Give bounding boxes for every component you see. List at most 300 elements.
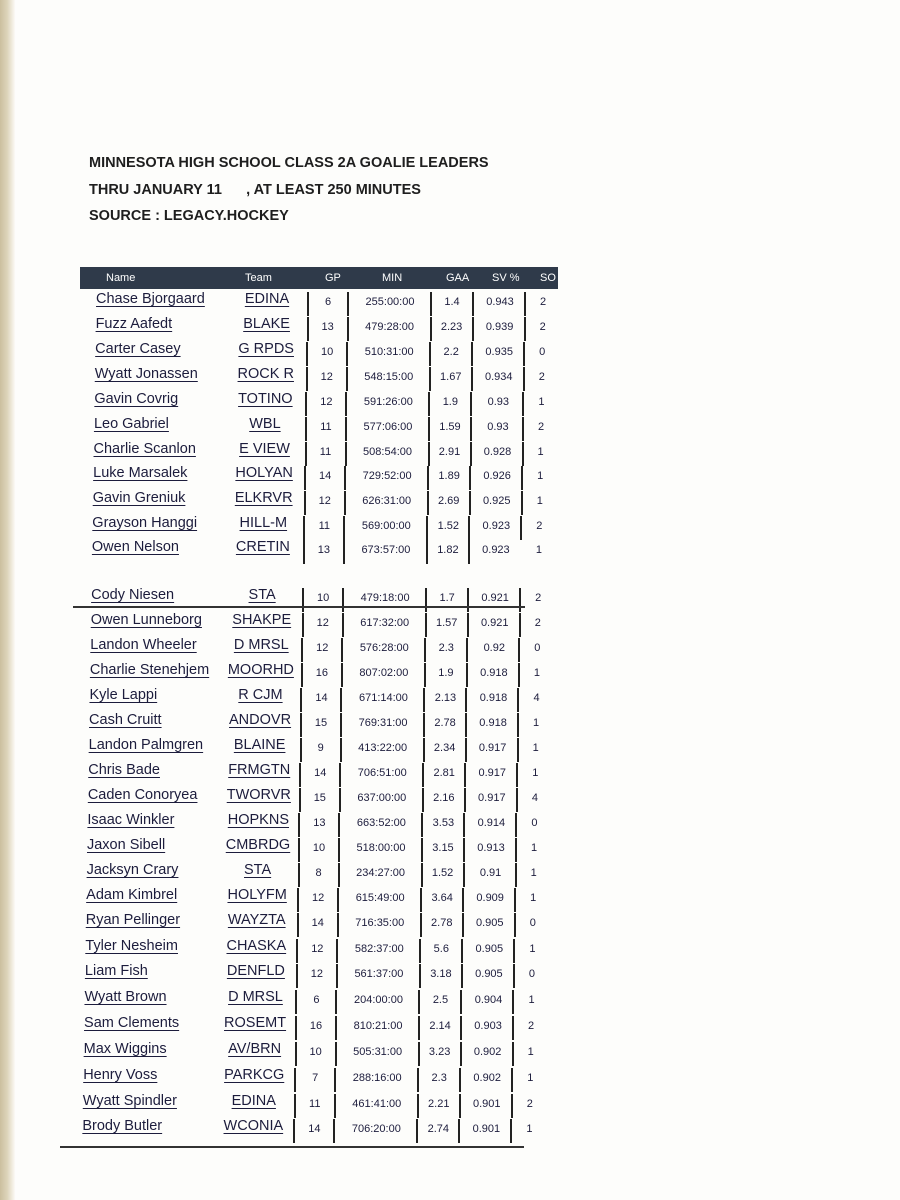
- cell-divider: [430, 317, 432, 341]
- cell-divider: [522, 417, 524, 441]
- goalie-name: Jacksyn Crary: [86, 862, 179, 878]
- goalie-name: Grayson Hanggi: [92, 515, 198, 531]
- cell-divider: [460, 1042, 462, 1066]
- cell-divider: [461, 964, 463, 988]
- goalie-name: Sam Clements: [84, 1015, 180, 1031]
- cell-divider: [300, 713, 302, 737]
- goals-against-average: 2.2: [443, 346, 459, 358]
- goals-against-average: 2.14: [429, 1020, 451, 1032]
- shutouts: 1: [530, 867, 537, 879]
- games-played: 9: [317, 742, 324, 754]
- games-played: 11: [320, 421, 332, 433]
- cell-divider: [426, 540, 428, 564]
- save-percentage: 0.935: [485, 346, 513, 358]
- games-played: 14: [308, 1123, 321, 1135]
- table-row: [78, 887, 548, 912]
- cell-divider: [428, 392, 430, 416]
- shutouts: 1: [528, 994, 535, 1006]
- cell-divider: [294, 1068, 296, 1092]
- games-played: 12: [312, 892, 325, 904]
- goals-against-average: 2.34: [433, 742, 456, 754]
- save-percentage: 0.905: [475, 917, 504, 929]
- minutes-played: 810:21:00: [353, 1020, 403, 1032]
- table-row: [75, 1093, 545, 1118]
- cell-divider: [304, 466, 306, 490]
- goalie-name: Wyatt Jonassen: [94, 366, 198, 382]
- shutouts: 1: [526, 1123, 533, 1135]
- cell-divider: [423, 713, 425, 737]
- cell-divider: [343, 516, 345, 540]
- cell-divider: [429, 342, 431, 366]
- cell-divider: [342, 613, 344, 637]
- goals-against-average: 2.74: [427, 1123, 450, 1135]
- cell-divider: [472, 317, 474, 341]
- goals-against-average: 1.7: [439, 592, 455, 604]
- cell-divider: [422, 763, 424, 787]
- save-percentage: 0.902: [473, 1046, 502, 1058]
- team-abbr: ROSEMT: [224, 1015, 287, 1031]
- minutes-played: 706:20:00: [351, 1123, 401, 1135]
- team-abbr: TOTINO: [238, 391, 293, 407]
- goals-against-average: 1.52: [431, 867, 454, 879]
- save-percentage: 0.921: [481, 592, 509, 604]
- team-abbr: BLAINE: [233, 737, 286, 753]
- cell-divider: [511, 1094, 513, 1118]
- goalie-name: Carter Casey: [95, 341, 181, 357]
- cell-divider: [423, 738, 425, 762]
- cell-divider: [419, 964, 421, 988]
- cell-divider: [470, 392, 472, 416]
- cell-divider: [512, 1042, 514, 1066]
- cell-divider: [462, 888, 464, 912]
- team-abbr: ANDOVR: [229, 712, 292, 728]
- minutes-played: 706:51:00: [357, 767, 407, 779]
- team-abbr: EDINA: [244, 291, 290, 307]
- goals-against-average: 1.9: [438, 667, 454, 679]
- team-abbr: WAYZTA: [227, 912, 286, 928]
- shutouts: 0: [539, 346, 546, 358]
- cell-divider: [461, 939, 463, 963]
- save-percentage: 0.901: [473, 1098, 501, 1110]
- minutes-played: 479:28:00: [365, 321, 415, 333]
- minutes-played: 671:14:00: [358, 692, 408, 704]
- table-row: [87, 366, 557, 391]
- cell-divider: [459, 1068, 461, 1092]
- save-percentage: 0.918: [480, 667, 508, 679]
- shutouts: 1: [527, 1046, 534, 1058]
- goals-against-average: 5.6: [433, 943, 449, 955]
- cell-divider: [515, 838, 517, 862]
- minutes-played: 591:26:00: [363, 396, 413, 408]
- cell-divider: [464, 763, 466, 787]
- cell-divider: [459, 1094, 461, 1118]
- minutes-played: 288:16:00: [352, 1072, 402, 1084]
- cell-divider: [345, 392, 347, 416]
- cell-divider: [335, 990, 337, 1014]
- save-percentage: 0.939: [485, 321, 514, 333]
- table-row: [87, 341, 557, 366]
- cell-divider: [460, 1016, 462, 1040]
- team-abbr: R CJM: [238, 687, 283, 703]
- table-row: [77, 938, 547, 963]
- minutes-played: 461:41:00: [352, 1098, 402, 1110]
- cell-divider: [465, 688, 467, 712]
- cell-divider: [424, 638, 426, 662]
- goalie-name: Ryan Pellinger: [85, 912, 181, 928]
- cell-divider: [468, 540, 470, 564]
- shutouts: 2: [528, 1020, 535, 1032]
- cell-divider: [422, 788, 424, 812]
- cell-divider: [296, 964, 298, 988]
- games-played: 7: [312, 1072, 319, 1084]
- cell-divider: [460, 990, 462, 1014]
- cell-divider: [463, 863, 465, 887]
- section-divider: [73, 606, 525, 608]
- cell-divider: [338, 863, 340, 887]
- table-row: [75, 1067, 545, 1092]
- team-abbr: HILL-M: [239, 515, 288, 531]
- col-header-name: Name: [106, 272, 136, 284]
- col-header-team: Team: [245, 272, 272, 284]
- cell-divider: [463, 838, 465, 862]
- cell-divider: [426, 516, 428, 540]
- shutouts: 2: [540, 296, 547, 308]
- goals-against-average: 2.13: [434, 692, 457, 704]
- goalie-name: Gavin Covrig: [94, 391, 179, 407]
- cell-divider: [345, 417, 347, 441]
- goals-against-average: 1.52: [437, 520, 459, 532]
- minutes-played: 479:18:00: [360, 592, 410, 604]
- minutes-played: 663:52:00: [356, 817, 406, 829]
- goals-against-average: 2.69: [437, 495, 460, 507]
- cell-divider: [421, 838, 423, 862]
- goalie-name: Tyler Nesheim: [85, 938, 178, 954]
- cell-divider: [512, 1016, 514, 1040]
- table-row: [77, 963, 547, 988]
- shutouts: 1: [533, 717, 540, 729]
- goals-against-average: 2.16: [433, 792, 455, 804]
- cell-divider: [423, 688, 425, 712]
- goals-against-average: 2.3: [438, 642, 454, 654]
- cell-divider: [519, 588, 521, 612]
- cell-divider: [341, 638, 343, 662]
- goalie-name: Cash Cruitt: [89, 712, 162, 728]
- save-percentage: 0.93: [487, 421, 509, 433]
- games-played: 11: [319, 446, 332, 458]
- shutouts: 1: [530, 842, 538, 854]
- goalie-name: Caden Conoryea: [87, 787, 198, 803]
- cell-divider: [307, 292, 309, 316]
- cell-divider: [301, 663, 303, 687]
- cell-divider: [343, 540, 345, 564]
- table-row: [78, 912, 548, 937]
- save-percentage: 0.925: [482, 495, 511, 507]
- games-played: 12: [316, 642, 329, 654]
- shutouts: 0: [531, 817, 538, 829]
- goalie-name: Henry Voss: [83, 1067, 158, 1083]
- minutes-played: 569:00:00: [361, 520, 411, 532]
- cell-divider: [307, 317, 309, 341]
- save-percentage: 0.921: [480, 617, 509, 629]
- minutes-played: 576:28:00: [359, 642, 409, 654]
- games-played: 6: [324, 296, 332, 308]
- shutouts: 1: [530, 892, 537, 904]
- cell-divider: [344, 466, 346, 490]
- cell-divider: [345, 442, 347, 466]
- report-title: MINNESOTA HIGH SCHOOL CLASS 2A GOALIE LEADERS: [89, 155, 489, 171]
- goalie-name: Jaxon Sibell: [86, 837, 166, 853]
- save-percentage: 0.913: [477, 842, 505, 854]
- shutouts: 0: [528, 968, 536, 980]
- shutouts: 4: [533, 692, 540, 704]
- minutes-played: 234:27:00: [356, 867, 406, 879]
- save-percentage: 0.918: [479, 717, 507, 729]
- cell-divider: [524, 317, 526, 341]
- cell-divider: [424, 663, 426, 687]
- table-row: [84, 539, 554, 564]
- save-percentage: 0.902: [473, 1072, 501, 1084]
- shutouts: 1: [536, 495, 543, 507]
- team-abbr: TWORVR: [226, 787, 291, 803]
- cell-divider: [469, 491, 471, 515]
- cell-divider: [430, 292, 432, 316]
- save-percentage: 0.943: [486, 296, 514, 308]
- save-percentage: 0.903: [474, 1020, 502, 1032]
- games-played: 10: [309, 1046, 322, 1058]
- minutes-played: 255:00:00: [365, 296, 415, 308]
- table-row: [83, 587, 553, 612]
- table-row: [88, 316, 558, 341]
- cell-divider: [468, 516, 470, 540]
- goalie-name: Adam Kimbrel: [86, 887, 178, 903]
- save-percentage: 0.934: [484, 371, 513, 383]
- table-row: [86, 441, 556, 466]
- cell-divider: [472, 292, 474, 316]
- cell-divider: [515, 863, 517, 887]
- cell-divider: [515, 813, 517, 837]
- minutes-played: 204:00:00: [354, 994, 403, 1006]
- table-header: [80, 267, 558, 289]
- games-played: 16: [315, 667, 328, 679]
- team-abbr: HOLYAN: [235, 465, 293, 481]
- table-row: [79, 837, 549, 862]
- shutouts: 1: [538, 396, 545, 408]
- cell-divider: [417, 1068, 419, 1092]
- team-abbr: STA: [244, 862, 272, 878]
- cell-divider: [522, 442, 524, 466]
- table-bottom-rule: [60, 1146, 524, 1148]
- cell-divider: [522, 392, 524, 416]
- team-abbr: EDINA: [231, 1093, 276, 1109]
- table-row: [83, 612, 553, 637]
- save-percentage: 0.917: [478, 742, 507, 754]
- shutouts: 0: [529, 917, 536, 929]
- cell-divider: [464, 788, 466, 812]
- cell-divider: [295, 1016, 297, 1040]
- games-played: 14: [315, 692, 328, 704]
- cell-divider: [514, 888, 516, 912]
- cell-divider: [339, 788, 341, 812]
- save-percentage: 0.926: [483, 470, 511, 482]
- goalie-name: Leo Gabriel: [93, 416, 169, 432]
- goalie-name: Wyatt Spindler: [82, 1093, 177, 1109]
- team-abbr: SHAKPE: [232, 612, 292, 628]
- cell-divider: [514, 913, 516, 937]
- cell-divider: [463, 813, 465, 837]
- col-header-gaa: GAA: [446, 272, 470, 284]
- cell-divider: [296, 939, 298, 963]
- cell-divider: [523, 342, 525, 366]
- cell-divider: [523, 367, 525, 391]
- goalie-name: Owen Lunneborg: [90, 612, 202, 628]
- save-percentage: 0.93: [487, 396, 510, 408]
- cell-divider: [521, 466, 523, 490]
- cell-divider: [518, 663, 520, 687]
- cell-divider: [340, 713, 342, 737]
- games-played: 12: [320, 396, 333, 408]
- cell-divider: [425, 613, 427, 637]
- cell-divider: [304, 491, 306, 515]
- cell-divider: [427, 466, 429, 490]
- team-abbr: WCONIA: [223, 1118, 284, 1134]
- shutouts: 2: [535, 592, 542, 604]
- cell-divider: [344, 491, 346, 515]
- cell-divider: [519, 613, 521, 637]
- save-percentage: 0.917: [478, 767, 506, 779]
- cell-divider: [467, 613, 469, 637]
- table-row: [79, 862, 549, 887]
- minutes-played: 729:52:00: [362, 470, 412, 482]
- table-row: [74, 1118, 544, 1143]
- cell-divider: [297, 888, 299, 912]
- cell-divider: [465, 738, 467, 762]
- cell-divider: [334, 1068, 336, 1092]
- goalie-name: Isaac Winkler: [87, 812, 175, 828]
- cell-divider: [302, 588, 304, 612]
- cell-divider: [428, 442, 430, 466]
- cell-divider: [420, 913, 422, 937]
- cell-divider: [301, 638, 303, 662]
- cell-divider: [340, 688, 342, 712]
- cell-divider: [418, 1016, 420, 1040]
- minutes-played: 617:32:00: [360, 617, 410, 629]
- cell-divider: [295, 1042, 297, 1066]
- cell-divider: [335, 1016, 337, 1040]
- cell-divider: [300, 688, 302, 712]
- goals-against-average: 1.57: [435, 617, 458, 629]
- goals-against-average: 1.9: [442, 396, 458, 408]
- table-row: [76, 1041, 546, 1066]
- cell-divider: [520, 516, 522, 540]
- team-abbr: HOLYFM: [227, 887, 287, 903]
- cell-divider: [421, 863, 423, 887]
- shutouts: 2: [536, 520, 543, 532]
- cell-divider: [458, 1119, 460, 1143]
- games-played: 12: [320, 371, 333, 383]
- shutouts: 2: [534, 617, 541, 629]
- goalie-name: Chase Bjorgaard: [96, 291, 205, 307]
- cell-divider: [300, 738, 302, 762]
- cell-divider: [418, 1042, 420, 1066]
- cell-divider: [336, 964, 338, 988]
- cell-divider: [510, 1119, 512, 1143]
- goalie-name: Charlie Stenehjem: [89, 662, 210, 678]
- cell-divider: [341, 663, 343, 687]
- table-row: [81, 737, 551, 762]
- cell-divider: [462, 913, 464, 937]
- cell-divider: [338, 838, 340, 862]
- shutouts: 2: [539, 321, 546, 333]
- goals-against-average: 1.67: [440, 371, 462, 383]
- games-played: 11: [309, 1098, 321, 1110]
- save-percentage: 0.928: [483, 446, 512, 458]
- goals-against-average: 3.64: [431, 892, 453, 904]
- cell-divider: [306, 342, 308, 366]
- shutouts: 1: [537, 470, 544, 482]
- cell-divider: [418, 990, 420, 1014]
- games-played: 8: [315, 867, 322, 879]
- games-played: 16: [309, 1020, 323, 1032]
- minutes-played: 518:00:00: [356, 842, 406, 854]
- cell-divider: [297, 913, 299, 937]
- team-abbr: CMBRDG: [225, 837, 291, 853]
- games-played: 10: [316, 592, 330, 604]
- team-abbr: G RPDS: [238, 341, 294, 357]
- table-row: [76, 1015, 546, 1040]
- goals-against-average: 1.4: [444, 296, 460, 308]
- col-header-sv: SV %: [492, 272, 520, 284]
- goalie-name: Max Wiggins: [83, 1041, 167, 1057]
- goalie-name: Kyle Lappi: [89, 687, 158, 703]
- games-played: 12: [310, 968, 324, 980]
- table-row: [85, 490, 555, 515]
- shutouts: 1: [533, 667, 540, 679]
- col-header-min: MIN: [382, 272, 403, 284]
- shutouts: 1: [527, 1072, 534, 1084]
- cell-divider: [303, 516, 305, 540]
- cell-divider: [346, 342, 348, 366]
- goals-against-average: 2.21: [428, 1098, 450, 1110]
- goals-against-average: 2.78: [434, 717, 456, 729]
- goalie-name: Wyatt Brown: [84, 989, 167, 1005]
- cell-divider: [302, 613, 304, 637]
- team-abbr: WBL: [249, 416, 281, 432]
- cell-divider: [334, 1094, 336, 1118]
- games-played: 14: [311, 917, 324, 929]
- goals-against-average: 1.82: [437, 544, 459, 556]
- minutes-played: 626:31:00: [362, 495, 412, 507]
- cell-divider: [512, 990, 514, 1014]
- save-percentage: 0.904: [474, 994, 503, 1006]
- cell-divider: [419, 939, 421, 963]
- cell-divider: [425, 588, 427, 612]
- document-header: [89, 150, 489, 230]
- minutes-played: 637:00:00: [357, 792, 407, 804]
- goalie-name: Chris Bade: [88, 762, 160, 778]
- table-row: [86, 391, 556, 416]
- games-played: 6: [313, 994, 320, 1006]
- cell-divider: [470, 417, 472, 441]
- goals-against-average: 2.81: [433, 767, 455, 779]
- cell-divider: [416, 1119, 418, 1143]
- cell-divider: [335, 1042, 337, 1066]
- shutouts: 2: [526, 1098, 533, 1110]
- cell-divider: [346, 367, 348, 391]
- report-date-criteria: THRU JANUARY 11 , AT LEAST 250 MINUTES: [89, 181, 421, 198]
- games-played: 12: [318, 495, 331, 507]
- goals-against-average: 3.15: [432, 842, 454, 854]
- games-played: 12: [316, 617, 329, 629]
